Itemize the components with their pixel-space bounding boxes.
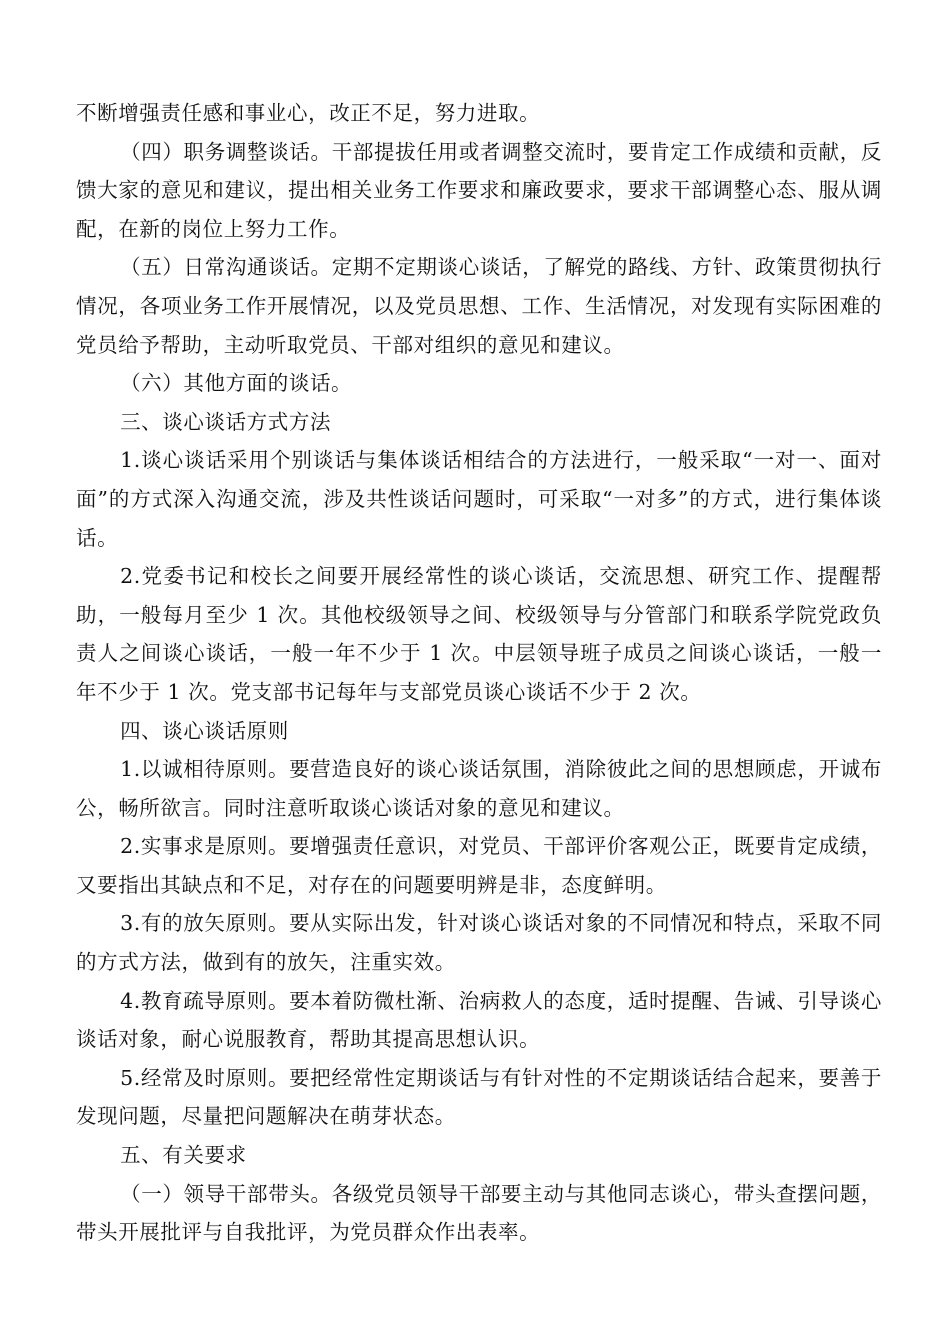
- paragraph-12: 5.经常及时原则。要把经常性定期谈话与有针对性的不定期谈话结合起来，要善于发现问题，尽量把问题解决在萌芽状态。: [76, 1065, 882, 1129]
- paragraph-6: 2.党委书记和校长之间要开展经常性的谈心谈话，交流思想、研究工作、提醒帮助，一般每月至少 1 次。其他校级领导之间、校级领导与分管部门和联系学院党政负责人之间谈心谈话，一般一年不少于 1 次。中层领导班子成员之间谈心谈话，一般一年不少于 1 次。党支部书记每年与支部党员谈心谈话不少于 2 次。: [76, 564, 882, 704]
- section-heading-4: 四、谈心谈话原则: [120, 718, 289, 743]
- document-body: [76, 94, 882, 1252]
- paragraph-10: 3.有的放矢原则。要从实际出发，针对谈心谈话对象的不同情况和特点，采取不同的方式方法，做到有的放矢，注重实效。: [76, 911, 882, 975]
- section-heading-3: 三、谈心谈话方式方法: [120, 409, 332, 434]
- paragraph-2: （五）日常沟通谈话。定期不定期谈心谈话，了解党的路线、方针、政策贯彻执行情况，各项业务工作开展情况，以及党员思想、工作、生活情况，对发现有实际困难的党员给予帮助，主动听取党员、干部对组织的意见和建议。: [76, 255, 882, 357]
- section-heading-5: 五、有关要求: [120, 1143, 247, 1168]
- paragraph-0: 不断增强责任感和事业心，改正不足，努力进取。: [76, 101, 541, 125]
- paragraph-1: （四）职务调整谈话。干部提拔任用或者调整交流时，要肯定工作成绩和贡献，反馈大家的意见和建议，提出相关业务工作要求和廉政要求，要求干部调整心态、服从调配，在新的岗位上努力工作。: [76, 139, 882, 241]
- paragraph-5: 1.谈心谈话采用个别谈话与集体谈话相结合的方法进行，一般采取“一对一、面对面”的方式深入沟通交流，涉及共性谈话问题时，可采取“一对多”的方式，进行集体谈话。: [76, 448, 882, 550]
- paragraph-9: 2.实事求是原则。要增强责任意识，对党员、干部评价客观公正，既要肯定成绩，又要指出其缺点和不足，对存在的问题要明辨是非，态度鲜明。: [76, 834, 882, 897]
- paragraph-3: （六）其他方面的谈话。: [120, 371, 353, 396]
- paragraph-14: （一）领导干部带头。各级党员领导干部要主动与其他同志谈心，带头查摆问题，带头开展批评与自我批评，为党员群众作出表率。: [76, 1181, 882, 1245]
- paragraph-8: 1.以诚相待原则。要营造良好的谈心谈话氛围，消除彼此之间的思想顾虑，开诚布公，畅所欲言。同时注意听取谈心谈话对象的意见和建议。: [76, 757, 882, 820]
- paragraph-11: 4.教育疏导原则。要本着防微杜渐、治病救人的态度，适时提醒、告诫、引导谈心谈话对象，耐心说服教育，帮助其提高思想认识。: [76, 988, 882, 1052]
